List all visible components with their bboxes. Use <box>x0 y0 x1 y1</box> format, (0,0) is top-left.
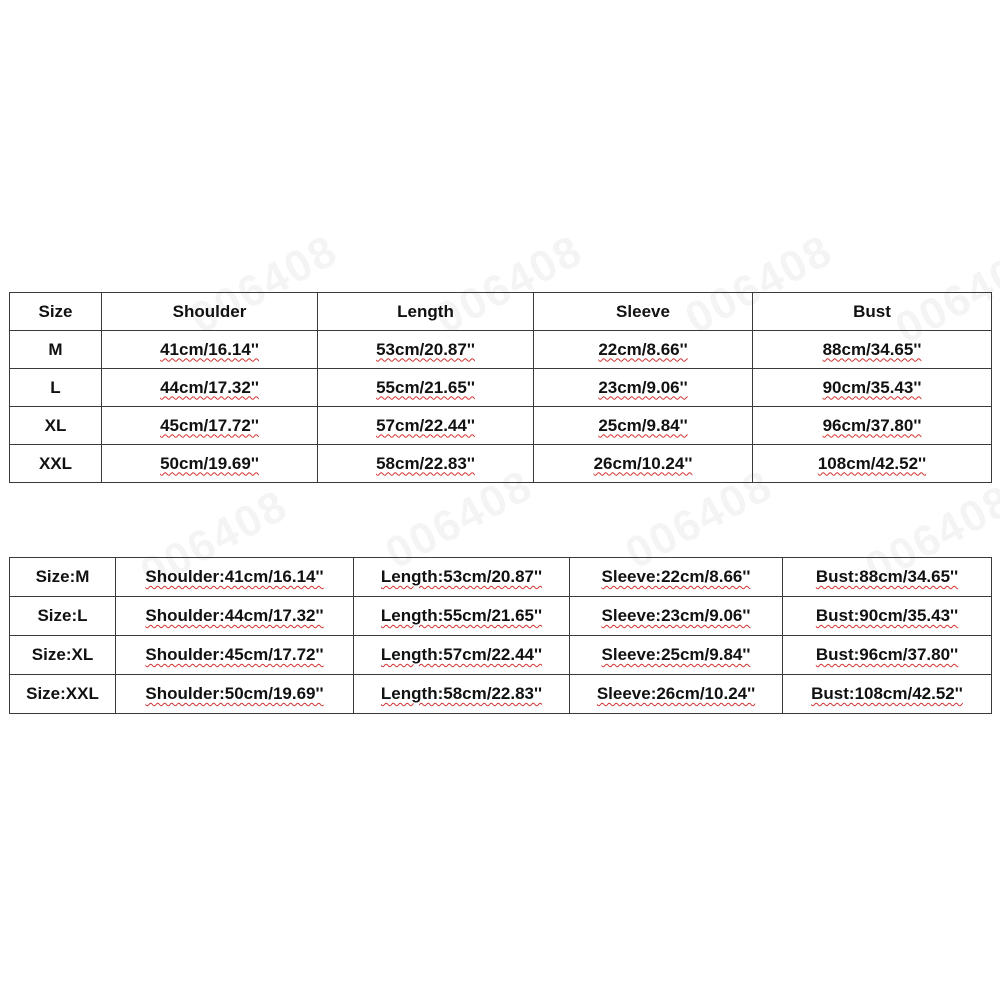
sleeve-value: Sleeve:26cm/10.24'' <box>596 684 756 703</box>
table-row <box>10 445 992 483</box>
length-value: Length:58cm/22.83'' <box>380 684 543 703</box>
size-cell: L <box>10 369 102 407</box>
shoulder-value: Shoulder:41cm/16.14'' <box>145 567 324 586</box>
table-row <box>10 407 992 445</box>
shoulder-cell <box>116 675 354 714</box>
bust-cell <box>783 636 992 675</box>
table-row <box>10 331 992 369</box>
length-value: Length:57cm/22.44'' <box>380 645 543 664</box>
size-cell: M <box>10 331 102 369</box>
length-value: 53cm/20.87'' <box>376 339 475 359</box>
header-shoulder: Shoulder <box>102 293 318 331</box>
shoulder-value: Shoulder:50cm/19.69'' <box>145 684 324 703</box>
header-bust: Bust <box>753 293 992 331</box>
size-cell: XL <box>10 407 102 445</box>
bust-cell <box>783 675 992 714</box>
shoulder-value: 45cm/17.72'' <box>160 415 259 435</box>
shoulder-value: Shoulder:44cm/17.32'' <box>145 606 324 625</box>
sleeve-value: 23cm/9.06'' <box>598 377 688 397</box>
bust-value: 90cm/35.43'' <box>822 377 922 397</box>
table-row <box>10 636 992 675</box>
bust-cell <box>753 445 992 483</box>
sleeve-cell <box>534 331 753 369</box>
bust-cell <box>783 558 992 597</box>
length-cell <box>354 597 570 636</box>
header-length: Length <box>318 293 534 331</box>
length-cell <box>354 675 570 714</box>
length-cell <box>318 445 534 483</box>
sleeve-value: Sleeve:23cm/9.06'' <box>601 606 751 625</box>
bust-cell <box>753 331 992 369</box>
length-cell <box>354 636 570 675</box>
sleeve-value: 26cm/10.24'' <box>593 453 693 473</box>
length-value: 55cm/21.65'' <box>376 377 475 397</box>
shoulder-value: 41cm/16.14'' <box>160 339 259 359</box>
table-header-row <box>10 293 992 331</box>
bust-value: Bust:90cm/35.43'' <box>815 606 959 625</box>
length-value: Length:55cm/21.65'' <box>380 606 543 625</box>
sleeve-value: 22cm/8.66'' <box>598 339 688 359</box>
bust-value: 108cm/42.52'' <box>817 453 927 473</box>
shoulder-cell <box>102 407 318 445</box>
bust-cell <box>753 369 992 407</box>
bust-cell <box>753 407 992 445</box>
shoulder-value: Shoulder:45cm/17.72'' <box>145 645 324 664</box>
shoulder-cell <box>116 558 354 597</box>
sleeve-cell <box>570 597 783 636</box>
bust-value: Bust:88cm/34.65'' <box>815 567 959 586</box>
sleeve-cell <box>534 445 753 483</box>
shoulder-cell <box>102 331 318 369</box>
shoulder-value: 50cm/19.69'' <box>160 453 259 473</box>
shoulder-cell <box>116 636 354 675</box>
size-chart-labeled-table <box>9 557 992 714</box>
sleeve-cell <box>534 407 753 445</box>
sleeve-cell <box>534 369 753 407</box>
shoulder-cell <box>116 597 354 636</box>
header-sleeve: Sleeve <box>534 293 753 331</box>
shoulder-value: 44cm/17.32'' <box>160 377 259 397</box>
sleeve-cell <box>570 675 783 714</box>
sleeve-value: Sleeve:25cm/9.84'' <box>601 645 751 664</box>
length-cell <box>318 331 534 369</box>
table-row <box>10 597 992 636</box>
length-cell <box>318 407 534 445</box>
size-chart-table <box>9 292 992 483</box>
length-cell <box>318 369 534 407</box>
bust-value: 96cm/37.80'' <box>822 415 922 435</box>
bust-value: Bust:108cm/42.52'' <box>811 684 963 703</box>
length-value: 58cm/22.83'' <box>376 453 475 473</box>
table-row <box>10 675 992 714</box>
length-value: Length:53cm/20.87'' <box>380 567 543 586</box>
sleeve-cell <box>570 558 783 597</box>
sleeve-cell <box>570 636 783 675</box>
shoulder-cell <box>102 445 318 483</box>
bust-cell <box>783 597 992 636</box>
size-cell: XXL <box>10 445 102 483</box>
header-size: Size <box>10 293 102 331</box>
bust-value: Bust:96cm/37.80'' <box>815 645 959 664</box>
shoulder-cell <box>102 369 318 407</box>
size-cell: Size:L <box>10 597 116 636</box>
table-row <box>10 369 992 407</box>
length-value: 57cm/22.44'' <box>376 415 475 435</box>
sleeve-value: 25cm/9.84'' <box>598 415 688 435</box>
length-cell <box>354 558 570 597</box>
bust-value: 88cm/34.65'' <box>822 339 922 359</box>
size-cell: Size:XXL <box>10 675 116 714</box>
table-row <box>10 558 992 597</box>
sleeve-value: Sleeve:22cm/8.66'' <box>601 567 751 586</box>
size-cell: Size:XL <box>10 636 116 675</box>
size-cell: Size:M <box>10 558 116 597</box>
